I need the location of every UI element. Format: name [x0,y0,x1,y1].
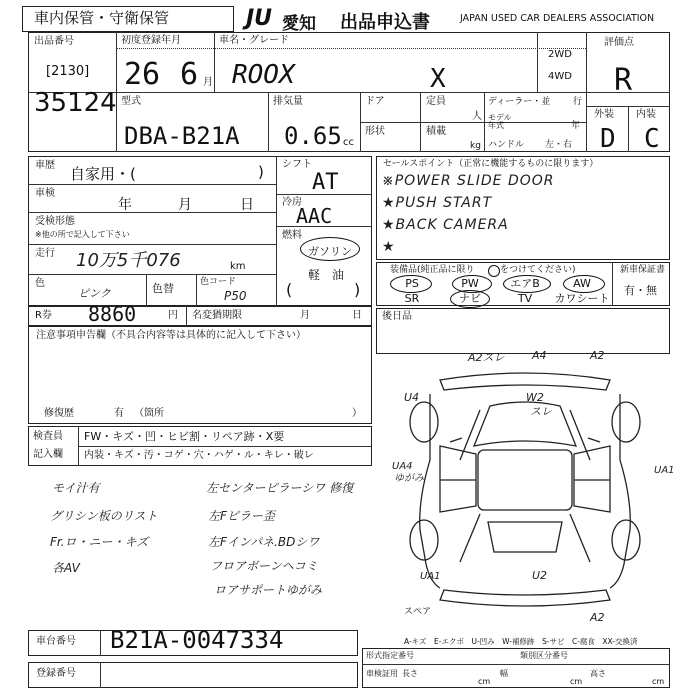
fuel-paren-open: ( [286,280,293,299]
mark-ua4: UA4 [392,461,413,472]
owner-box [376,308,670,354]
fuel-paren-close: ) [354,280,361,299]
yen-unit: 円 [168,310,178,321]
chassis-value: B21A-0047334 [110,626,284,654]
mark-u2: U2 [532,569,548,582]
history-label: 車歴 [35,160,55,171]
length-unit: cm [478,677,491,686]
equip-sr: SR [404,292,420,305]
length-label: 長さ [402,669,418,678]
inspector-row-2: 内装・キズ・汚・コゲ・穴・ハゲ・ル・キレ・破レ [84,450,314,461]
interior-label: 内装 [636,109,656,120]
year-unit: 年 [571,121,581,131]
dealer-label: ディーラー・並 [488,97,551,107]
inspection-label: 車検 [35,188,55,199]
mark-w2: W2 [526,391,544,404]
handle-label: ハンドル [488,140,525,150]
mark-u4: U4 [404,391,420,404]
mark-ua1-right: UA1 [654,465,675,476]
mark-yugami: ゆがみ [394,473,424,484]
insp-month: 月 [178,197,192,213]
equip-aw: AW [573,277,591,290]
score-value: R [614,63,633,98]
selling-label: セールスポイント（正常に機能するものに限ります） [383,159,599,169]
car-diagram [380,350,670,630]
form-title: 出品申込書 [340,12,430,33]
fuel-circle [300,237,360,261]
equip-pw: PW [461,277,479,290]
fuel-diesel: 軽 油 [308,268,345,282]
equipment-circle-mark [488,265,500,277]
ac-label: 冷房 [282,197,302,208]
mark-a2-sure: A2スレ [468,351,505,364]
door-label: ドア [365,96,385,107]
kg-unit: kg [470,141,481,151]
repair-label: 修復歴 [44,408,74,419]
insp-day: 日 [240,197,254,213]
lot-label: 出品番号 [34,36,74,47]
inspector-label-2: 記入欄 [33,449,63,460]
reg-month-value: 6 [180,57,199,92]
warranty-label: 新車保証書 [620,265,666,275]
reg-year-value: 26 [124,57,161,92]
shift-value: AT [312,170,339,195]
lot-number: 35124 [34,88,117,118]
selling-item-2: ★PUSH START [382,195,493,211]
model-label: 車名・グレード [219,35,289,46]
type-label: 型式 [121,96,141,107]
color-code-label: 色コード [200,277,237,287]
mark-a2-bottom: A2 [590,611,605,624]
caution-label: 注意事項申告欄（不具合内容等は具体的に記入して下さい） [36,330,306,341]
org-name: 愛知 [282,14,316,34]
ju-logo: JU [246,6,273,31]
equipment-label-tail: をつけてください) [500,265,576,275]
shape-label: 形状 [365,126,385,137]
warranty-value: 有・無 [624,284,657,297]
comment-right-5: ロアサポートゆがみ [214,583,323,597]
comment-right-1: 左センターピラーシワ 修復 [206,481,354,495]
exterior-value: D [600,124,616,154]
type-value: DBA-B21A [124,122,240,150]
equipment-label: 装備品(純正品に限り [390,265,475,275]
damage-legend: A-キズ E-エクボ U-凹み W-補修跡 S-サビ C-腐食 XX-交換済 [404,637,638,646]
comment-left-1: モイ汁有 [52,481,100,495]
swap-label: 色替 [152,282,174,295]
comment-right-3: 左Fインパネ.BDシワ [208,535,320,549]
drive-4wd: 4WD [548,71,572,82]
comment-left-2: グリシン板のリスト [50,509,158,523]
receipt-note: ※他の所で記入して下さい [35,230,130,239]
comment-right-2: 左Fピラー歪 [208,509,275,523]
history-close: ) [258,163,264,181]
receipt-label: 受検形態 [35,216,75,227]
reg-cert-label: 車検証用 [366,669,398,678]
model-value: ROOX [232,60,295,90]
mark-ua1-left: UA1 [420,571,441,582]
height-label: 高さ [590,669,606,678]
km-unit: km [230,261,246,272]
fuel-label: 燃料 [282,230,302,241]
owner-label: 後日品 [382,311,412,322]
storage-text: 車内保管・守衛保管 [34,9,170,27]
selling-item-4: ★ [382,239,395,255]
width-label: 幅 [500,669,508,678]
mark-a2-top: A2 [590,349,605,362]
equip-kawaseat: カワシート [554,292,610,305]
reg-year-label: 初度登録年月 [121,35,181,46]
load-label: 積載 [426,126,446,137]
ac-value: AAC [296,204,333,228]
handle-value: 左・右 [545,140,573,150]
rights-label: R券 [35,310,52,321]
type-cert-label: 形式指定番号 [366,651,414,660]
association-name: JAPAN USED CAR DEALERS ASSOCIATION [460,13,655,24]
reg-label: 登録番号 [36,668,76,679]
class-label: 類別区分番号 [520,651,568,660]
interior-value: C [644,124,660,154]
mileage-label: 走行 [35,248,55,259]
width-unit: cm [570,677,583,686]
repair-place: （箇所 [134,408,164,419]
color-label: 色 [35,278,45,289]
color-value: ピンク [78,287,111,300]
transfer-day: 日 [352,310,362,321]
fuel-petrol: ガソリン [308,245,352,258]
rights-value: 8860 [88,302,137,326]
person-unit: 人 [472,111,482,122]
month-char: 月 [203,77,213,88]
grade-value: X [430,64,446,94]
mileage-value: 10万5千076 [76,250,181,271]
drive-2wd: 2WD [548,49,572,60]
disp-unit: cc [343,137,354,148]
comment-left-4: 各AV [52,561,80,575]
mark-a4: A4 [532,349,547,362]
mark-sure: スレ [530,405,552,418]
chassis-label: 車台番号 [36,636,76,647]
history-value: 自家用・( [70,165,136,183]
repair-close: ） [352,408,362,419]
model-year-label: モデル年式 [488,113,512,130]
spare-label: スペア [404,607,432,617]
equip-navi: ナビ [459,292,481,305]
color-code-value: P50 [224,289,247,303]
equip-tv: TV [517,292,533,305]
inspector-row-1: FW・キズ・凹・ヒビ割・リペア跡・X要 [84,430,285,443]
repair-value: 有 [114,408,124,419]
dealer-tail: 行 [573,97,583,107]
transfer-month: 月 [300,310,310,321]
equip-airbag: エアB [510,277,540,290]
shift-label: シフト [282,159,312,170]
comment-right-4: フロアボーンヘコミ [210,559,318,573]
exterior-label: 外装 [594,109,614,120]
insp-year: 年 [118,197,132,213]
selling-item-1: ※POWER SLIDE DOOR [382,173,555,189]
reg-box [28,662,358,688]
disp-value: 0.65 [284,122,342,150]
height-unit: cm [652,677,665,686]
comment-left-3: Fr.ロ・ニー・キズ [50,535,149,549]
selling-item-3: ★BACK CAMERA [382,217,509,233]
inspector-label-1: 検査員 [33,431,63,442]
capacity-label: 定員 [426,96,446,107]
transfer-label: 名変猶期限 [192,310,242,321]
lot-sub: [2130] [46,64,90,79]
equip-ps: PS [405,277,419,290]
disp-label: 排気量 [273,96,303,107]
score-label: 評価点 [604,37,634,48]
